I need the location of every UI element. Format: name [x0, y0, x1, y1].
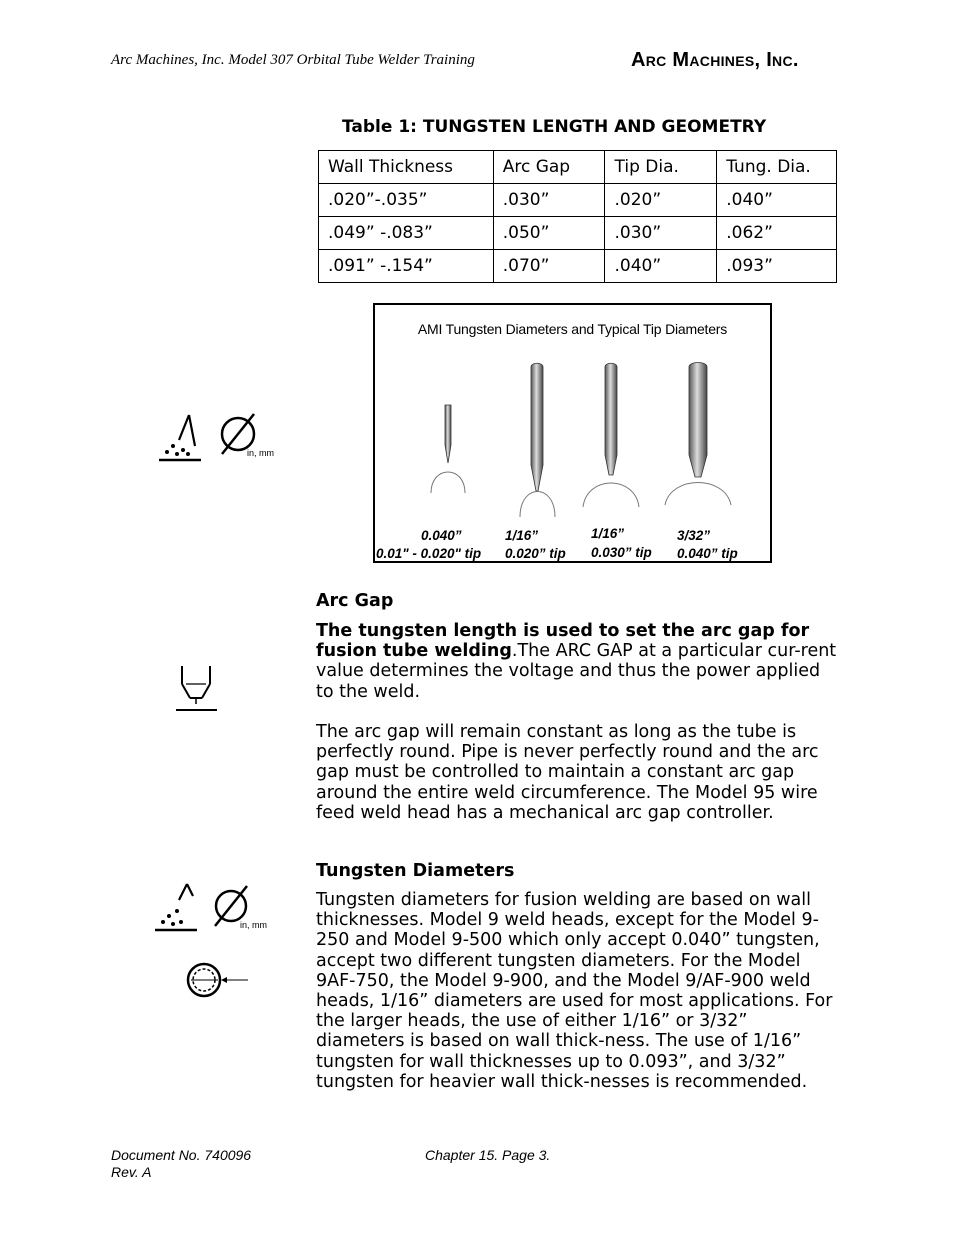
electrode-tip-label: 0.01" - 0.020" tip	[376, 546, 482, 561]
table-cell: .020”-.035”	[319, 184, 494, 217]
arc-gap-icon	[176, 662, 218, 714]
electrode-116-a	[520, 363, 555, 517]
arc-gap-paragraph-2: The arc gap will remain constant as long as the tube is perfectly round. Pipe is never perfectly round and the arc gap must be controlled to maintain a constant arc gap around the entire weld circumference. The Model 95 wire feed weld head has a mechanical arc gap controller.	[316, 722, 819, 823]
figure-title: AMI Tungsten Diameters and Typical Tip Diameters	[417, 321, 728, 337]
column-header: Arc Gap	[493, 151, 605, 184]
table-cell: .030”	[605, 217, 717, 250]
electrode-tip-label: 0.030” tip	[591, 545, 652, 560]
table-cell: .070”	[493, 250, 605, 283]
tube-wall-thickness-icon	[185, 960, 251, 1000]
table-cell: .062”	[717, 217, 837, 250]
table-cell: .049” -.083”	[319, 217, 494, 250]
table-cell: .091” -.154”	[319, 250, 494, 283]
electrode-332	[665, 363, 731, 506]
footer-page-number: Chapter 15. Page 3.	[425, 1147, 551, 1163]
electrode-drawings	[375, 305, 770, 561]
table-row	[319, 184, 837, 217]
tungsten-table	[318, 150, 837, 283]
arc-gap-text: .The ARC GAP at a particular cur-rent value determines the voltage and thus the power applied to the weld.	[316, 641, 837, 702]
weld-diameter-icon	[155, 410, 290, 465]
column-header: Tip Dia.	[605, 151, 717, 184]
tungsten-diameters-figure	[373, 303, 772, 563]
electrode-116-b	[583, 363, 639, 507]
arc-gap-paragraph-1	[316, 621, 841, 702]
unit-label: in, mm	[240, 920, 267, 930]
footer-revision: Rev. A	[111, 1164, 152, 1180]
arc-gap-emphasis: The tungsten length is used to set the arc gap for fusion tube welding	[316, 621, 810, 662]
header-title: Arc Machines, Inc. Model 307 Orbital Tube Welder Training	[111, 52, 475, 68]
footer-document-number: Document No. 740096	[111, 1147, 252, 1163]
table-cell: .030”	[493, 184, 605, 217]
electrode-0040	[431, 405, 465, 493]
table-cell: .050”	[493, 217, 605, 250]
brand-logo-text: Arc Machines, Inc.	[631, 49, 799, 71]
tungsten-diameters-heading: Tungsten Diameters	[316, 861, 515, 881]
column-header: Tung. Dia.	[717, 151, 837, 184]
table-header-row	[319, 151, 837, 184]
table-cell: .093”	[717, 250, 837, 283]
table-cell: .040”	[717, 184, 837, 217]
table-title: Table 1: TUNGSTEN LENGTH AND GEOMETRY	[342, 117, 767, 137]
electrode-diameter-label: 0.040”	[421, 528, 462, 543]
table-row	[319, 217, 837, 250]
weld-diameter-icon	[153, 880, 283, 935]
electrode-diameter-label: 3/32”	[677, 528, 711, 543]
electrode-diameter-label: 1/16”	[505, 528, 539, 543]
table-row	[319, 250, 837, 283]
tungsten-diameters-paragraph: Tungsten diameters for fusion welding are based on wall thicknesses. Model 9 weld heads, except for the Model 9-250 and Model 9-500 which only accept 0.040” tungsten, accept two different tungsten diameters. For the Model 9AF-750, the Model 9-900, and the Model 9/AF-900 weld heads, 1/16” diameters are used for most applications. For the larger heads, the use of either 1/16” or 3/32” diameters is based on wall thick-ness. The use of 1/16” tungsten for wall thicknesses up to 0.093”, and 3/32” tungsten for heavier wall thick-nesses is recommended.	[316, 890, 833, 1092]
table-cell: .040”	[605, 250, 717, 283]
unit-label: in, mm	[247, 448, 274, 458]
column-header: Wall Thickness	[319, 151, 494, 184]
electrode-tip-label: 0.020” tip	[505, 546, 566, 561]
arc-gap-heading: Arc Gap	[316, 591, 394, 611]
electrode-tip-label: 0.040” tip	[677, 546, 738, 561]
electrode-diameter-label: 1/16”	[591, 526, 625, 541]
table-cell: .020”	[605, 184, 717, 217]
